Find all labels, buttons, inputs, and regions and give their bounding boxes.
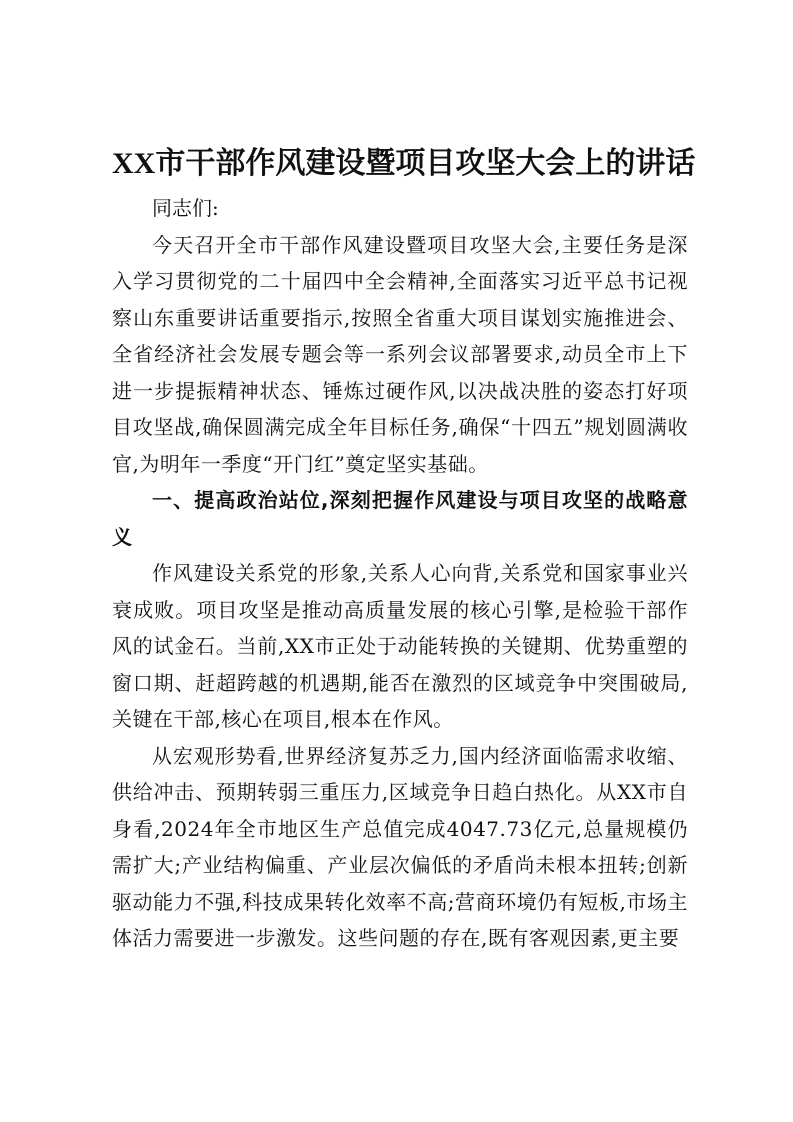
section-heading-1: 一、提高政治站位,深刻把握作风建设与项目攻坚的战略意义 <box>112 488 688 549</box>
salutation: 同志们: <box>152 196 219 220</box>
section-paragraph-2: 从宏观形势看,世界经济复苏乏力,国内经济面临需求收缩、供给冲击、预期转弱三重压力,区域竞争日趋白热化。从XX市自身看,2024年全市地区生产总值完成4047.73亿元,总量规模仍需扩大;产业结构偏重、产业层次偏低的矛盾尚未根本扭转;创新驱动能力不强,科技成果转化效率不高;营商环境仍有短板,市场主体活力需要进一步激发。这些问题的存在,既有客观因素,更主要 <box>112 743 688 950</box>
document-page <box>112 136 696 957</box>
section-paragraph-1: 作风建设关系党的形象,关系人心向背,关系党和国家事业兴衰成败。项目攻坚是推动高质量发展的核心引擎,是检验干部作风的试金石。当前,XX市正处于动能转换的关键期、优势重塑的窗口期、赶超跨越的机遇期,能否在激烈的区域竞争中突围破局,关键在干部,核心在项目,根本在作风。 <box>112 561 688 731</box>
document-title: XX市干部作风建设暨项目攻坚大会上的讲话 <box>112 147 696 180</box>
intro-paragraph: 今天召开全市干部作风建设暨项目攻坚大会,主要任务是深入学习贯彻党的二十届四中全会精神,全面落实习近平总书记视察山东重要讲话重要指示,按照全省重大项目谋划实施推进会、全省经济社会发展专题会等一系列会议部署要求,动员全市上下进一步提振精神状态、锤炼过硬作风,以决战决胜的姿态打好项目攻坚战,确保圆满完成全年目标任务,确保“十四五”规划圆满收官,为明年一季度“开门红”奠定坚实基础。 <box>112 232 688 476</box>
